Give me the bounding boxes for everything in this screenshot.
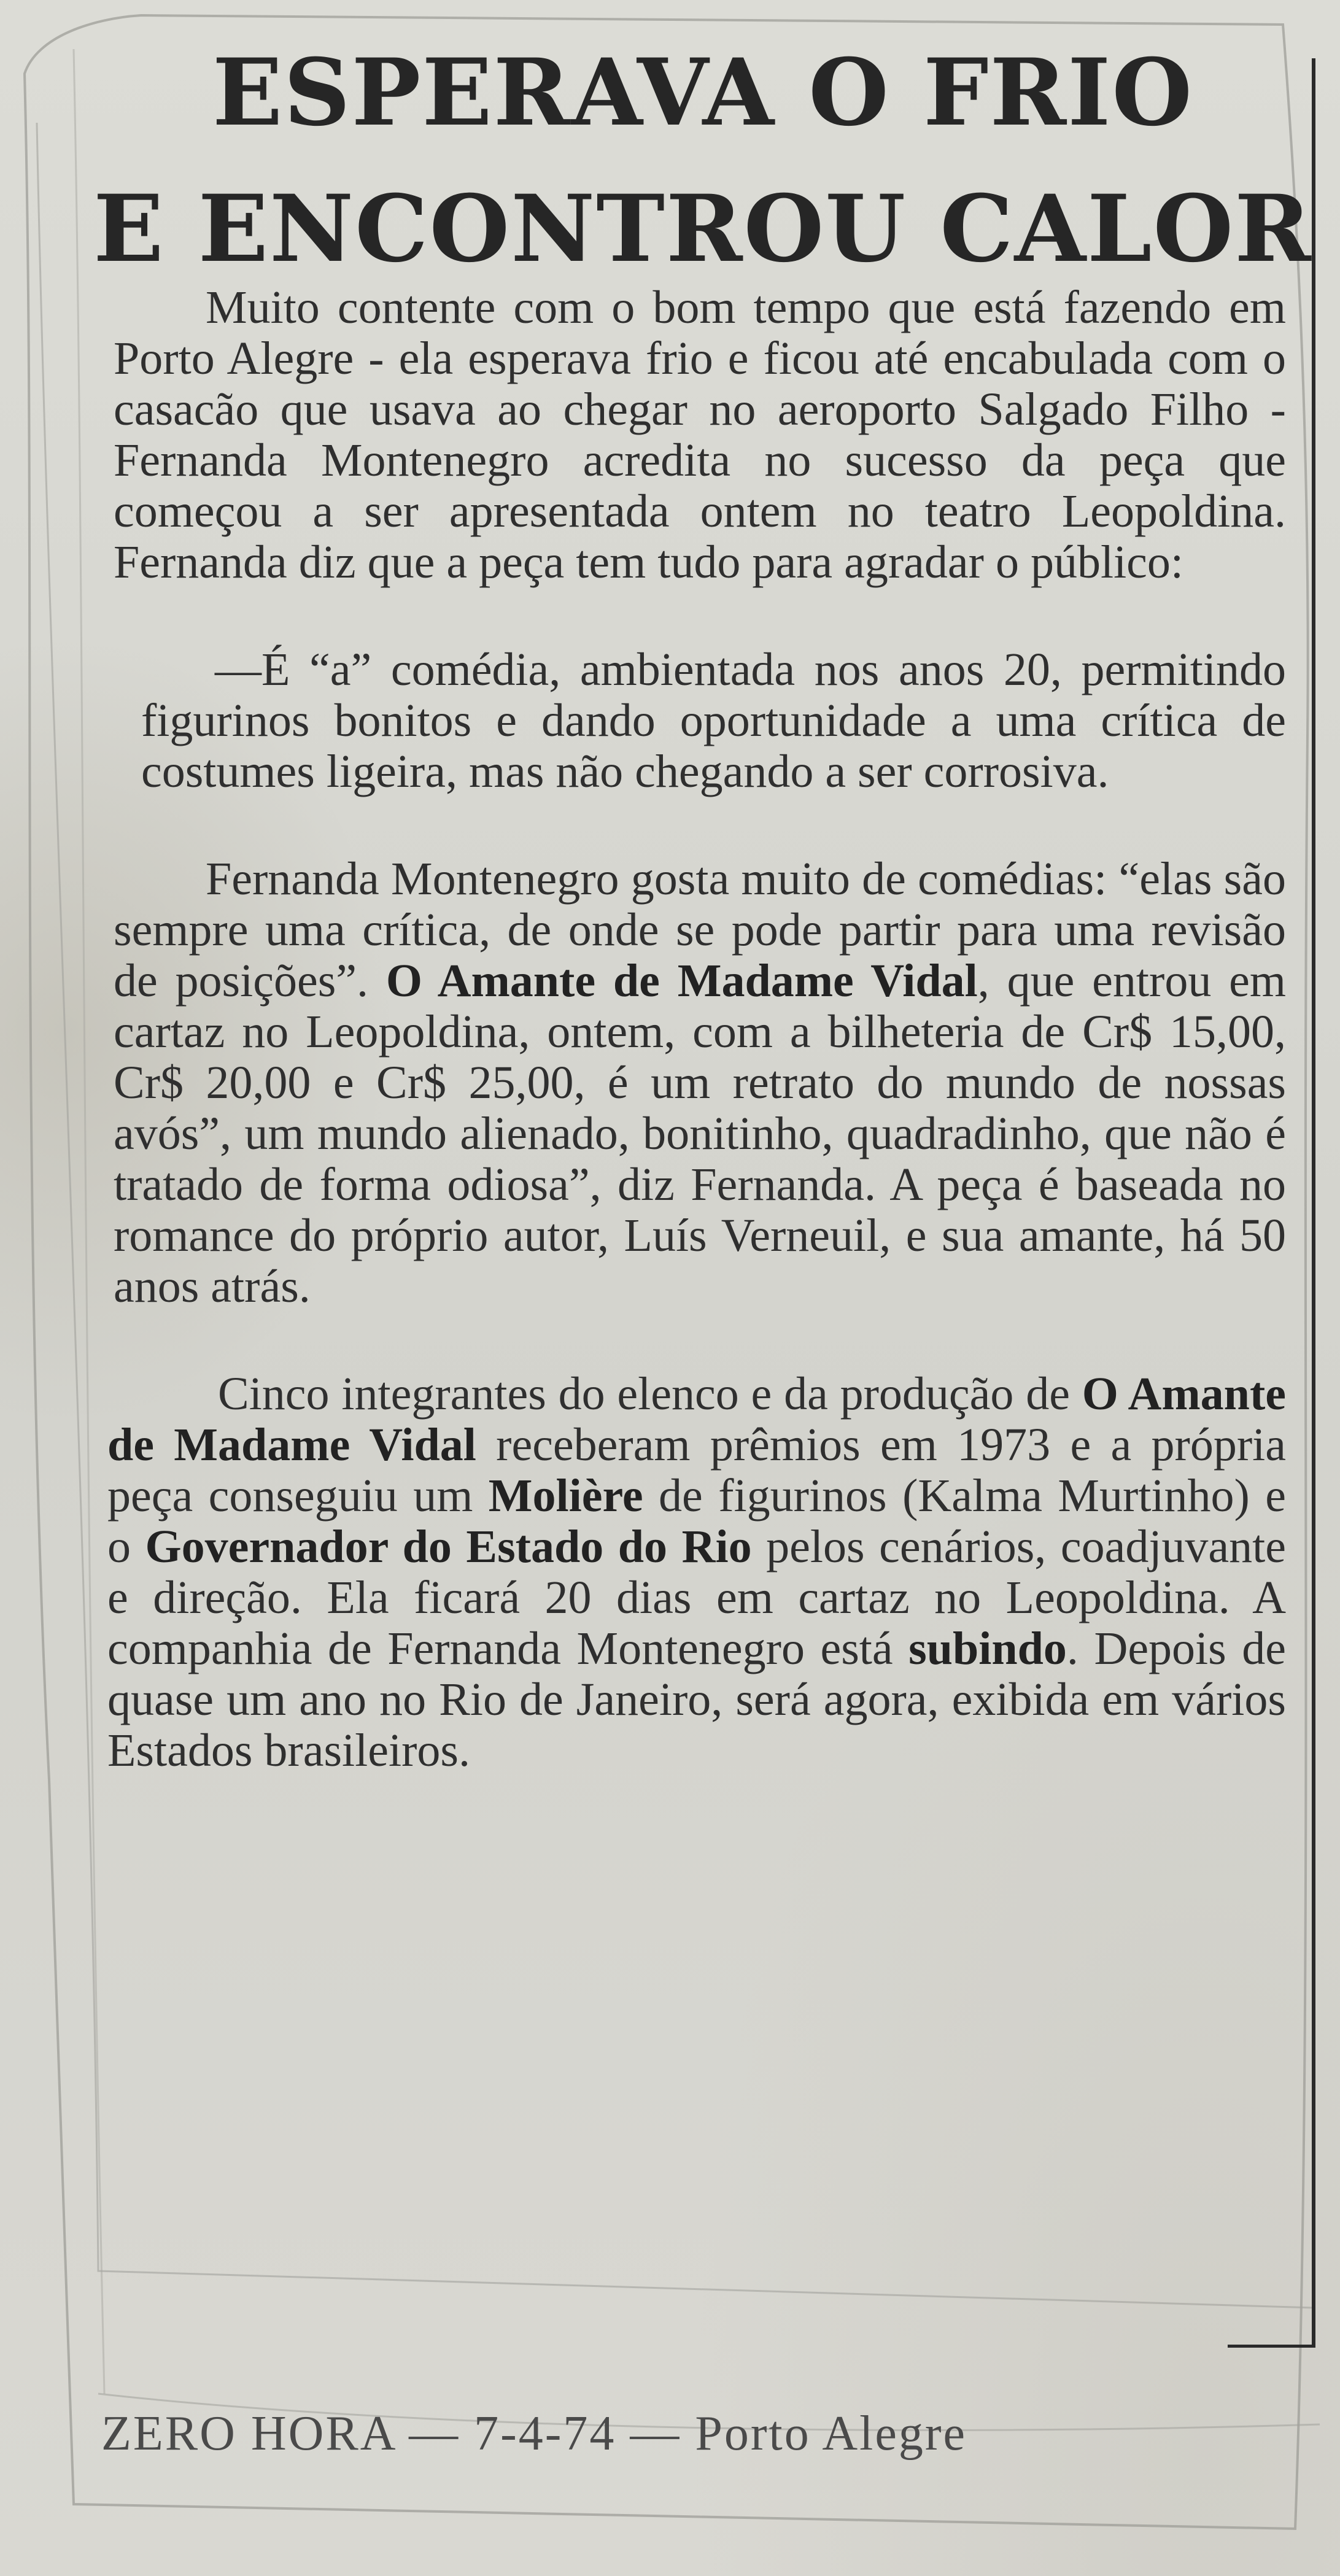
printed-border-right [1312,58,1315,2348]
paragraph-4-text-c: de figurinos (Kalma Murtinho) e o [107,1470,1287,1572]
play-title: O Amante de Madame Vidal [107,1368,1286,1471]
headline-line-1: ESPERAVA O FRIO [212,39,1194,147]
paragraph-3-text-a: Fernanda Montenegro gosta muito de comédias: “elas são sempre uma crítica, de onde se pode partir para uma revisão de posições”. [114,853,1286,1007]
printed-border-bottom [1228,2345,1315,2348]
award-governador: Governador do Estado do Rio [145,1521,752,1572]
publication-date: 7-4-74 [474,2407,616,2461]
newspaper-name: ZERO HORA [101,2407,395,2461]
paragraph-3 [114,854,1286,1312]
article-body [107,282,1287,1833]
paragraph-3-text-b: , que entrou em cartaz no Leopoldina, ontem, com a bilheteria de Cr$ 15,00, Cr$ 20,00 e Cr$ 25,00, é um retrato do mundo de nossas avós”, um mundo alienado, bonitinho, quadradinho, que não é tratado de forma odiosa”, diz Fernanda. A peça é baseada no romance do próprio autor, Luís Verneuil, e sua amante, há 50 anos atrás. [114,955,1286,1312]
paragraph-1: Muito contente com o bom tempo que está fazendo em Porto Alegre - ela esperava frio e ficou até encabulada com o casacão que usava ao chegar no aeroporto Salgado Filho - Fernanda Montenegro acredita no sucesso da peça que começou a ser apresentada ontem no teatro Leopoldina. Fernanda diz que a peça tem tudo para agradar o público: [114,282,1286,588]
paragraph-4-text-b: receberam prêmios em 1973 e a própria peça conseguiu um [107,1419,1286,1522]
separator: — [630,2407,681,2461]
award-moliere: Molière [488,1470,643,1522]
headline-line-2: E ENCONTROU CALOR [93,175,1312,283]
separator: — [409,2407,460,2461]
source-line [101,2403,1206,2464]
play-title: O Amante de Madame Vidal [385,955,978,1007]
article-headline [92,25,1314,297]
paragraph-4 [107,1369,1286,1776]
paragraph-4-text-d: pelos cenários, coadjuvante e direção. Ela ficará 20 dias em cartaz no Leopoldina. A companhia de Fernanda Montenegro está [107,1521,1287,1674]
paragraph-4-text-a: Cinco integrantes do elenco e da produção de [218,1368,1082,1420]
city: Porto Alegre [695,2407,967,2461]
paragraph-2-quote: —É “a” comédia, ambientada nos anos 20, permitindo figurinos bonitos e dando oportunidade a uma crítica de costumes ligeira, mas não chegando a ser corrosiva. [141,644,1286,797]
emphasis-subindo: subindo [908,1623,1067,1674]
paragraph-4-text-e: . Depois de quase um ano no Rio de Janeiro, será agora, exibida em vários Estados brasileiros. [107,1623,1286,1776]
